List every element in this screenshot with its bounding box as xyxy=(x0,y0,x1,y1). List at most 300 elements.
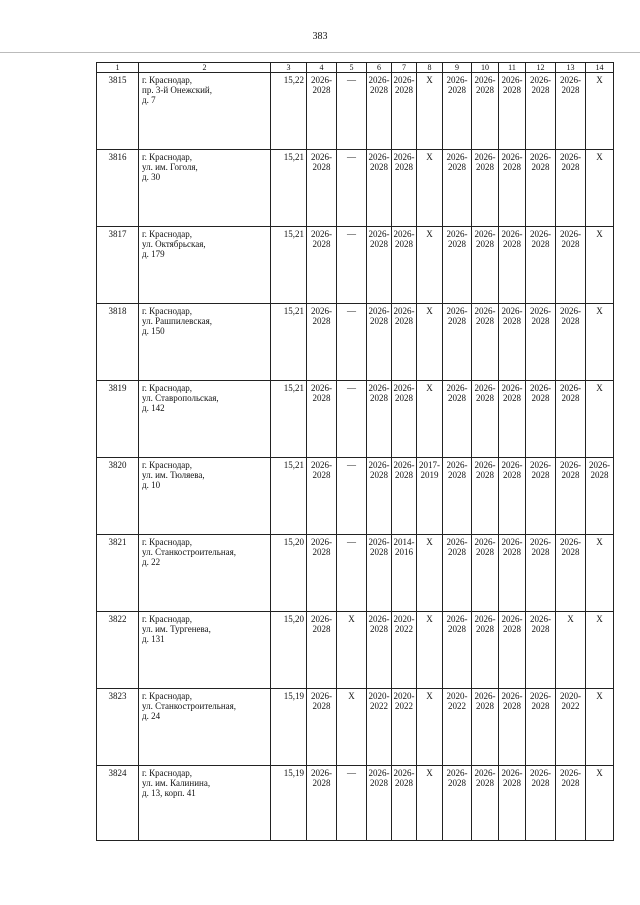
period-line: 2028 xyxy=(503,547,521,557)
period-line: 2028 xyxy=(503,701,521,711)
period-line: 2028 xyxy=(531,470,550,480)
address-line: д. 131 xyxy=(142,634,165,644)
period-line: 2026- xyxy=(530,614,551,624)
period-cell xyxy=(556,227,586,304)
column-header: 4 xyxy=(307,63,337,73)
period-line: 2020- xyxy=(560,691,581,701)
header-rule xyxy=(0,52,640,53)
row-number: 3815 xyxy=(97,73,139,150)
period-cell xyxy=(526,766,556,841)
address-line: ул. им. Тюляева, xyxy=(142,470,205,480)
period-cell xyxy=(556,535,586,612)
header-row xyxy=(97,63,614,73)
address-line: д. 24 xyxy=(142,711,161,721)
period-line: 2020- xyxy=(393,614,415,624)
period-line: 2028 xyxy=(531,316,550,326)
address-line: ул. Станкостроительная, xyxy=(142,701,237,711)
period-line: 2028 xyxy=(312,393,331,403)
period-cell xyxy=(472,381,499,458)
period-line: 2028 xyxy=(503,162,521,172)
period-line: 2028 xyxy=(476,85,494,95)
period-cell xyxy=(472,150,499,227)
period-line: Х xyxy=(348,691,355,701)
period-line: 2026- xyxy=(311,460,332,470)
period-line: 2026- xyxy=(311,152,332,162)
period-line: — xyxy=(347,537,356,547)
period-cell xyxy=(367,612,392,689)
period-line: Х xyxy=(426,383,433,393)
period-cell xyxy=(586,381,614,458)
address-cell xyxy=(139,381,271,458)
period-cell xyxy=(392,73,417,150)
address-line: г. Краснодар, xyxy=(142,691,193,701)
period-line: 2028 xyxy=(561,778,580,788)
address-cell xyxy=(139,73,271,150)
period-cell xyxy=(337,150,367,227)
table-row xyxy=(97,689,614,766)
period-line: 2026- xyxy=(530,768,551,778)
period-line: 2026- xyxy=(560,229,581,239)
column-header: 5 xyxy=(337,63,367,73)
period-cell xyxy=(472,766,499,841)
period-line: 2028 xyxy=(503,239,521,249)
period-line: 2028 xyxy=(448,470,466,480)
period-line: 2028 xyxy=(531,162,550,172)
period-line: 2026- xyxy=(446,306,468,316)
period-line: 2026- xyxy=(501,614,523,624)
period-cell xyxy=(392,535,417,612)
period-cell xyxy=(586,535,614,612)
area-cell: 15,21 xyxy=(271,458,307,535)
period-cell xyxy=(367,381,392,458)
period-line: 2028 xyxy=(370,316,388,326)
period-line: 2028 xyxy=(312,316,331,326)
period-line: 2028 xyxy=(561,393,580,403)
period-cell xyxy=(443,227,472,304)
period-cell xyxy=(443,150,472,227)
address-line: д. 7 xyxy=(142,95,156,105)
address-line: г. Краснодар, xyxy=(142,768,193,778)
period-cell xyxy=(307,458,337,535)
period-line: 2028 xyxy=(531,547,550,557)
period-line: 2017- xyxy=(419,460,440,470)
period-line: 2026- xyxy=(446,75,468,85)
period-line: 2026- xyxy=(560,460,581,470)
period-cell xyxy=(307,766,337,841)
period-cell xyxy=(307,227,337,304)
period-line: 2028 xyxy=(395,239,413,249)
period-line: 2028 xyxy=(448,239,466,249)
area-cell: 15,22 xyxy=(271,73,307,150)
period-line: 2028 xyxy=(590,470,609,480)
table-row xyxy=(97,612,614,689)
period-line: 2028 xyxy=(395,393,413,403)
address-line: г. Краснодар, xyxy=(142,614,193,624)
period-line: 2028 xyxy=(448,85,466,95)
period-line: 2026- xyxy=(368,229,390,239)
period-line: 2026- xyxy=(474,75,496,85)
period-cell xyxy=(499,304,526,381)
period-cell xyxy=(526,73,556,150)
period-line: 2026- xyxy=(501,691,523,701)
period-line: 2026- xyxy=(560,768,581,778)
period-line: 2026- xyxy=(474,306,496,316)
period-line: 2026- xyxy=(530,460,551,470)
period-line: 2026- xyxy=(501,383,523,393)
period-cell xyxy=(392,689,417,766)
period-line: — xyxy=(347,152,356,162)
period-line: 2026- xyxy=(474,768,496,778)
row-number: 3818 xyxy=(97,304,139,381)
period-cell xyxy=(392,227,417,304)
period-line: 2028 xyxy=(476,316,494,326)
period-line: 2028 xyxy=(370,162,388,172)
page-number: 383 xyxy=(312,31,328,42)
period-line: — xyxy=(347,229,356,239)
period-line: Х xyxy=(596,768,603,778)
period-cell xyxy=(443,766,472,841)
row-number: 3819 xyxy=(97,381,139,458)
column-header: 7 xyxy=(392,63,417,73)
period-line: 2028 xyxy=(476,624,494,634)
period-cell xyxy=(307,381,337,458)
table-row xyxy=(97,381,614,458)
period-cell xyxy=(367,535,392,612)
period-line: Х xyxy=(567,614,574,624)
period-cell xyxy=(556,73,586,150)
period-cell xyxy=(443,304,472,381)
period-line: Х xyxy=(596,383,603,393)
period-cell xyxy=(307,150,337,227)
period-cell xyxy=(417,227,443,304)
period-line: 2028 xyxy=(503,85,521,95)
period-cell xyxy=(556,304,586,381)
period-line: 2028 xyxy=(395,316,413,326)
period-line: Х xyxy=(596,614,603,624)
table-row xyxy=(97,766,614,841)
period-line: — xyxy=(347,383,356,393)
period-line: Х xyxy=(426,537,433,547)
period-cell xyxy=(307,73,337,150)
period-cell xyxy=(526,689,556,766)
area-cell: 15,19 xyxy=(271,766,307,841)
period-cell xyxy=(367,689,392,766)
period-line: 2026- xyxy=(560,75,581,85)
address-cell xyxy=(139,227,271,304)
period-line: 2026- xyxy=(446,460,468,470)
row-number: 3817 xyxy=(97,227,139,304)
column-header: 10 xyxy=(472,63,499,73)
address-cell xyxy=(139,612,271,689)
period-line: 2028 xyxy=(503,778,521,788)
address-line: д. 22 xyxy=(142,557,161,567)
period-line: 2026- xyxy=(311,614,332,624)
period-line: 2022 xyxy=(448,701,466,711)
period-line: 2028 xyxy=(561,470,580,480)
period-cell xyxy=(499,535,526,612)
period-line: 2028 xyxy=(448,778,466,788)
period-line: 2026- xyxy=(530,306,551,316)
address-line: ул. им. Калинина, xyxy=(142,778,211,788)
period-line: 2026- xyxy=(560,306,581,316)
address-line: д. 13, корп. 41 xyxy=(142,788,196,798)
table-row xyxy=(97,535,614,612)
period-line: Х xyxy=(426,75,433,85)
period-line: 2028 xyxy=(503,393,521,403)
period-line: 2028 xyxy=(395,85,413,95)
period-line: 2028 xyxy=(370,239,388,249)
period-line: 2028 xyxy=(531,393,550,403)
period-line: 2028 xyxy=(476,701,494,711)
address-cell xyxy=(139,689,271,766)
address-cell xyxy=(139,535,271,612)
period-line: 2022 xyxy=(561,701,580,711)
period-line: Х xyxy=(348,614,355,624)
table-row xyxy=(97,73,614,150)
period-line: 2028 xyxy=(448,393,466,403)
period-cell xyxy=(417,381,443,458)
period-cell xyxy=(337,689,367,766)
period-line: 2026- xyxy=(474,383,496,393)
period-cell xyxy=(417,766,443,841)
period-line: Х xyxy=(426,768,433,778)
period-line: 2028 xyxy=(561,162,580,172)
period-cell xyxy=(337,304,367,381)
period-line: Х xyxy=(426,229,433,239)
period-cell xyxy=(586,150,614,227)
period-line: 2026- xyxy=(501,75,523,85)
period-line: 2028 xyxy=(312,239,331,249)
period-line: 2026- xyxy=(501,768,523,778)
period-line: Х xyxy=(426,691,433,701)
address-line: ул. Станкостроительная, xyxy=(142,547,237,557)
period-line: 2026- xyxy=(530,383,551,393)
period-line: 2022 xyxy=(370,701,388,711)
period-cell xyxy=(443,73,472,150)
period-line: 2028 xyxy=(531,778,550,788)
period-line: 2014- xyxy=(393,537,415,547)
period-line: 2028 xyxy=(531,85,550,95)
period-line: 2028 xyxy=(312,547,331,557)
period-line: 2026- xyxy=(368,460,390,470)
period-line: 2028 xyxy=(503,624,521,634)
address-line: д. 142 xyxy=(142,403,165,413)
period-line: 2026- xyxy=(446,152,468,162)
period-cell xyxy=(472,227,499,304)
period-line: 2026- xyxy=(501,306,523,316)
period-line: 2026- xyxy=(446,229,468,239)
period-cell xyxy=(367,458,392,535)
column-header: 12 xyxy=(526,63,556,73)
address-line: ул. им. Тургенева, xyxy=(142,624,211,634)
period-line: 2028 xyxy=(561,316,580,326)
period-cell xyxy=(367,227,392,304)
period-cell xyxy=(499,227,526,304)
period-line: 2028 xyxy=(312,470,331,480)
period-line: 2026- xyxy=(530,152,551,162)
period-cell xyxy=(392,612,417,689)
period-line: 2026- xyxy=(311,691,332,701)
period-line: 2026- xyxy=(501,229,523,239)
period-line: 2026- xyxy=(311,306,332,316)
period-cell xyxy=(586,227,614,304)
period-line: 2026- xyxy=(311,229,332,239)
period-line: 2028 xyxy=(312,85,331,95)
period-cell xyxy=(417,73,443,150)
period-cell xyxy=(417,689,443,766)
period-line: 2026- xyxy=(474,152,496,162)
period-cell xyxy=(367,73,392,150)
table-row xyxy=(97,150,614,227)
period-cell xyxy=(556,689,586,766)
period-line: 2026- xyxy=(311,75,332,85)
area-cell: 15,20 xyxy=(271,612,307,689)
period-line: 2020- xyxy=(393,691,415,701)
period-cell xyxy=(337,381,367,458)
period-line: 2028 xyxy=(476,470,494,480)
address-line: г. Краснодар, xyxy=(142,460,193,470)
address-line: ул. Октябрьская, xyxy=(142,239,206,249)
period-line: 2026- xyxy=(368,537,390,547)
period-line: 2028 xyxy=(531,624,550,634)
period-cell xyxy=(443,612,472,689)
period-cell xyxy=(526,381,556,458)
period-line: 2026- xyxy=(530,691,551,701)
period-line: 2026- xyxy=(368,383,390,393)
period-line: 2028 xyxy=(370,778,388,788)
address-line: г. Краснодар, xyxy=(142,229,193,239)
area-cell: 15,21 xyxy=(271,227,307,304)
period-cell xyxy=(586,304,614,381)
period-line: 2026- xyxy=(530,229,551,239)
period-cell xyxy=(367,766,392,841)
period-line: 2026- xyxy=(560,152,581,162)
period-line: 2026- xyxy=(530,75,551,85)
address-cell xyxy=(139,304,271,381)
period-line: 2028 xyxy=(370,85,388,95)
period-cell xyxy=(499,612,526,689)
row-number: 3824 xyxy=(97,766,139,841)
period-line: 2026- xyxy=(393,768,415,778)
period-line: 2020- xyxy=(446,691,468,701)
period-line: 2028 xyxy=(370,470,388,480)
period-line: 2028 xyxy=(312,778,331,788)
period-line: 2028 xyxy=(448,624,466,634)
table-row xyxy=(97,304,614,381)
period-line: 2028 xyxy=(476,239,494,249)
period-line: 2028 xyxy=(476,162,494,172)
period-line: — xyxy=(347,75,356,85)
period-cell xyxy=(367,304,392,381)
period-line: 2026- xyxy=(311,768,332,778)
period-cell xyxy=(472,612,499,689)
period-line: 2026- xyxy=(501,537,523,547)
period-cell xyxy=(443,458,472,535)
period-line: 2028 xyxy=(503,316,521,326)
period-line: Х xyxy=(596,229,603,239)
address-line: ул. им. Гоголя, xyxy=(142,162,198,172)
address-line: г. Краснодар, xyxy=(142,75,193,85)
period-line: 2028 xyxy=(531,701,550,711)
address-line: д. 30 xyxy=(142,172,161,182)
period-line: Х xyxy=(596,75,603,85)
period-cell xyxy=(337,458,367,535)
period-cell xyxy=(472,304,499,381)
row-number: 3820 xyxy=(97,458,139,535)
period-cell xyxy=(526,150,556,227)
address-line: г. Краснодар, xyxy=(142,306,193,316)
period-line: 2026- xyxy=(311,383,332,393)
period-line: 2026- xyxy=(530,537,551,547)
period-line: 2026- xyxy=(446,768,468,778)
period-cell xyxy=(443,689,472,766)
period-cell xyxy=(337,73,367,150)
column-header: 9 xyxy=(443,63,472,73)
period-cell xyxy=(392,304,417,381)
period-cell xyxy=(526,458,556,535)
period-cell xyxy=(556,612,586,689)
period-cell xyxy=(556,766,586,841)
period-line: 2028 xyxy=(448,162,466,172)
area-cell: 15,19 xyxy=(271,689,307,766)
row-number: 3821 xyxy=(97,535,139,612)
period-cell xyxy=(307,612,337,689)
period-line: 2016 xyxy=(395,547,413,557)
period-line: 2026- xyxy=(393,75,415,85)
row-number: 3823 xyxy=(97,689,139,766)
table-body xyxy=(97,73,614,841)
period-cell xyxy=(556,381,586,458)
period-line: 2028 xyxy=(476,547,494,557)
period-line: 2028 xyxy=(503,470,521,480)
column-header: 11 xyxy=(499,63,526,73)
period-cell xyxy=(526,227,556,304)
period-line: 2028 xyxy=(312,162,331,172)
period-line: 2026- xyxy=(311,537,332,547)
period-cell xyxy=(586,458,614,535)
period-line: 2026- xyxy=(446,537,468,547)
table-row xyxy=(97,227,614,304)
period-line: 2026- xyxy=(474,537,496,547)
column-header: 13 xyxy=(556,63,586,73)
period-line: 2028 xyxy=(312,701,331,711)
period-line: 2028 xyxy=(531,239,550,249)
area-cell: 15,20 xyxy=(271,535,307,612)
area-cell: 15,21 xyxy=(271,150,307,227)
address-line: д. 150 xyxy=(142,326,165,336)
period-line: 2026- xyxy=(560,537,581,547)
period-cell xyxy=(307,535,337,612)
period-cell xyxy=(472,458,499,535)
period-line: Х xyxy=(426,152,433,162)
period-cell xyxy=(392,150,417,227)
period-cell xyxy=(526,535,556,612)
address-line: ул. Рашпилевская, xyxy=(142,316,212,326)
column-header: 1 xyxy=(97,63,139,73)
period-cell xyxy=(307,304,337,381)
area-cell: 15,21 xyxy=(271,381,307,458)
period-cell xyxy=(586,689,614,766)
area-cell: 15,21 xyxy=(271,304,307,381)
period-cell xyxy=(307,689,337,766)
period-cell xyxy=(472,73,499,150)
period-line: 2028 xyxy=(561,547,580,557)
column-header: 14 xyxy=(586,63,614,73)
period-cell xyxy=(367,150,392,227)
period-cell xyxy=(337,612,367,689)
period-line: 2026- xyxy=(446,614,468,624)
period-line: Х xyxy=(596,306,603,316)
